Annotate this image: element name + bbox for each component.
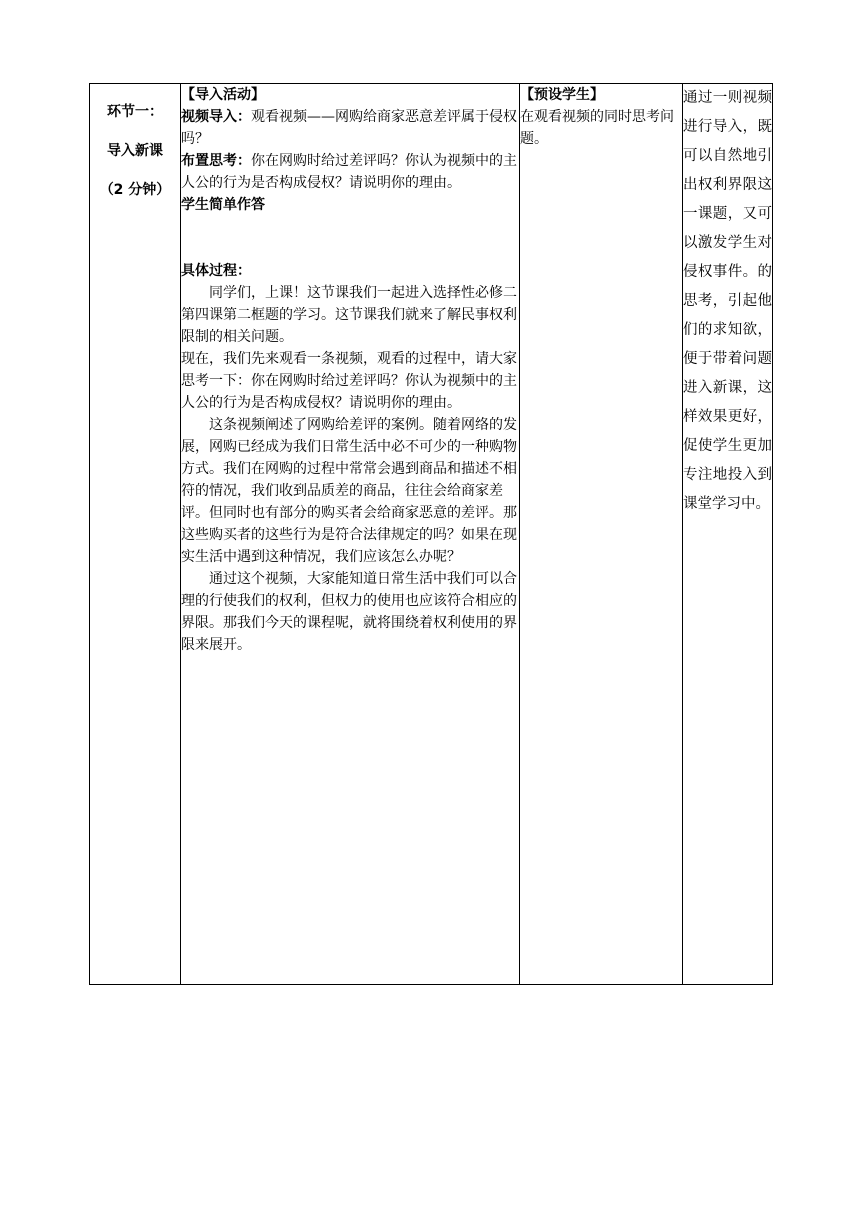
stage-title: 导入新课	[107, 143, 163, 159]
teacher-activity-cell	[181, 84, 520, 985]
process-paragraph-2: 现在，我们先来观看一条视频，观看的过程中，请大家思考一下：你在网购时给过差评吗？你认为视频中的主人公的行为是否构成侵权？请说明你的理由。	[181, 351, 517, 411]
think-label: 布置思考：	[181, 153, 251, 169]
video-intro-text: 观看视频——网购给商家恶意差评属于侵权吗？	[181, 109, 517, 147]
process-paragraph-1: 同学们，上课！这节课我们一起进入选择性必修二第四课第二框题的学习。这节课我们就来了解民事权利限制的相关问题。	[181, 285, 517, 345]
table-row	[90, 84, 773, 985]
stage-cell	[90, 84, 181, 985]
process-label: 具体过程：	[181, 263, 251, 279]
student-activity-heading: 【预设学生】	[520, 87, 604, 103]
think-text: 你在网购时给过差评吗？你认为视频中的主人公的行为是否构成侵权？请说明你的理由。	[181, 153, 517, 191]
video-intro-paragraph	[181, 106, 519, 150]
student-activity-cell	[520, 84, 683, 985]
stage-name: 环节一：	[107, 104, 163, 120]
teacher-activity-heading: 【导入活动】	[181, 87, 265, 103]
student-activity-text: 在观看视频的同时思考问题。	[520, 109, 674, 147]
process-paragraph-4: 通过这个视频，大家能知道日常生活中我们可以合理的行使我们的权利，但权力的使用也应该符合相应的界限。那我们今天的课程呢，就将围绕着权利使用的界限来展开。	[181, 571, 517, 653]
think-paragraph	[181, 150, 519, 194]
stage-duration: （2 分钟）	[99, 182, 171, 198]
lesson-plan-table	[89, 83, 773, 985]
spacer	[181, 216, 519, 260]
process-paragraph-3: 这条视频阐述了网购给差评的案例。随着网络的发展，网购已经成为我们日常生活中必不可少的一种购物方式。我们在网购的过程中常常会遇到商品和描述不相符的情况，我们收到品质差的商品，往往会给商家差评。但同时也有部分的购买者会给商家恶意的差评。那这些购买者的这些行为是符合法律规定的吗？如果在现实生活中遇到这种情况，我们应该怎么办呢？	[181, 417, 517, 565]
student-answer-label: 学生简单作答	[181, 197, 265, 213]
video-intro-label: 视频导入：	[181, 109, 251, 125]
design-intent-cell	[683, 84, 773, 985]
design-intent-text: 通过一则视频进行导入，既可以自然地引出权利界限这一课题，又可以激发学生对侵权事件。的思考，引起他们的求知欲，便于带着问题进入新课，这样效果更好，促使学生更加专注地投入到课堂学习中。	[683, 90, 772, 512]
